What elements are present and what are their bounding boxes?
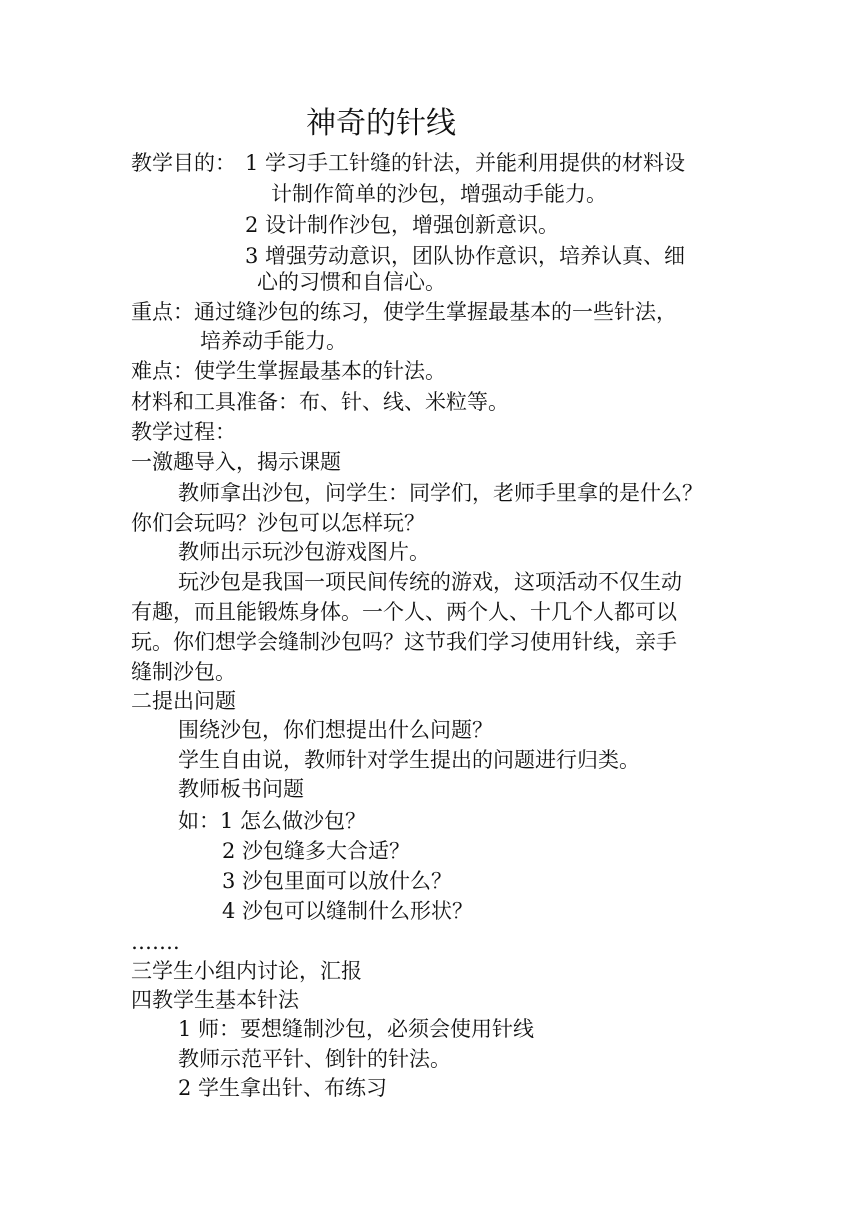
process-label: 教学过程： xyxy=(131,420,236,444)
section4-paragraph1: 1 师：要想缝制沙包，必须会使用针线 xyxy=(178,1017,535,1041)
section1-paragraph1-line2: 你们会玩吗？沙包可以怎样玩？ xyxy=(131,511,425,535)
key-point-line1: 重点：通过缝沙包的练习，使学生掌握最基本的一些针法， xyxy=(131,300,677,324)
section1-paragraph3-line1: 玩沙包是我国一项民间传统的游戏，这项活动不仅生动 xyxy=(178,570,682,594)
question-3: 3 沙包里面可以放什么？ xyxy=(222,869,453,893)
section1-paragraph3-line2: 有趣，而且能锻炼身体。一个人、两个人、十几个人都可以 xyxy=(131,600,677,624)
ellipsis-text: ……. xyxy=(131,930,180,954)
key-point-line2: 培养动手能力。 xyxy=(200,329,347,353)
section1-paragraph2: 教师出示玩沙包游戏图片。 xyxy=(178,540,430,564)
objectives-label: 教学目的： xyxy=(131,151,236,175)
objective-1-line2: 计制作简单的沙包，增强动手能力。 xyxy=(271,182,607,206)
section1-paragraph3-line4: 缝制沙包。 xyxy=(131,660,236,684)
page-title: 神奇的针线 xyxy=(306,106,456,141)
materials-text: 材料和工具准备：布、针、线、米粒等。 xyxy=(131,390,509,414)
section1-heading: 一激趣导入，揭示课题 xyxy=(131,450,341,474)
difficulty-text: 难点：使学生掌握最基本的针法。 xyxy=(131,359,446,383)
question-2: 2 沙包缝多大合适？ xyxy=(222,839,411,863)
section1-paragraph3-line3: 玩。你们想学会缝制沙包吗？这节我们学习使用针线，亲手 xyxy=(131,630,677,654)
question-1: 如：1 怎么做沙包？ xyxy=(178,809,367,833)
objective-1-line1: 1 学习手工针缝的针法，并能利用提供的材料设 xyxy=(245,151,686,175)
objective-2: 2 设计制作沙包，增强创新意识。 xyxy=(245,213,560,237)
section2-paragraph2: 学生自由说，教师针对学生提出的问题进行归类。 xyxy=(178,748,640,772)
section4-paragraph2: 教师示范平针、倒针的针法。 xyxy=(178,1047,451,1071)
section4-heading: 四教学生基本针法 xyxy=(131,988,299,1012)
section3-heading: 三学生小组内讨论，汇报 xyxy=(131,959,362,983)
section2-paragraph1: 围绕沙包，你们想提出什么问题？ xyxy=(178,718,493,742)
section2-heading: 二提出问题 xyxy=(131,689,236,713)
question-4: 4 沙包可以缝制什么形状？ xyxy=(222,899,474,923)
objective-3-line1: 3 增强劳动意识，团队协作意识，培养认真、细 xyxy=(245,244,686,268)
objective-3-line2: 心的习惯和自信心。 xyxy=(257,270,446,294)
section1-paragraph1-line1: 教师拿出沙包，问学生：同学们，老师手里拿的是什么？ xyxy=(178,481,703,505)
section2-paragraph3: 教师板书问题 xyxy=(178,777,304,801)
section4-paragraph3: 2 学生拿出针、布练习 xyxy=(178,1076,388,1100)
